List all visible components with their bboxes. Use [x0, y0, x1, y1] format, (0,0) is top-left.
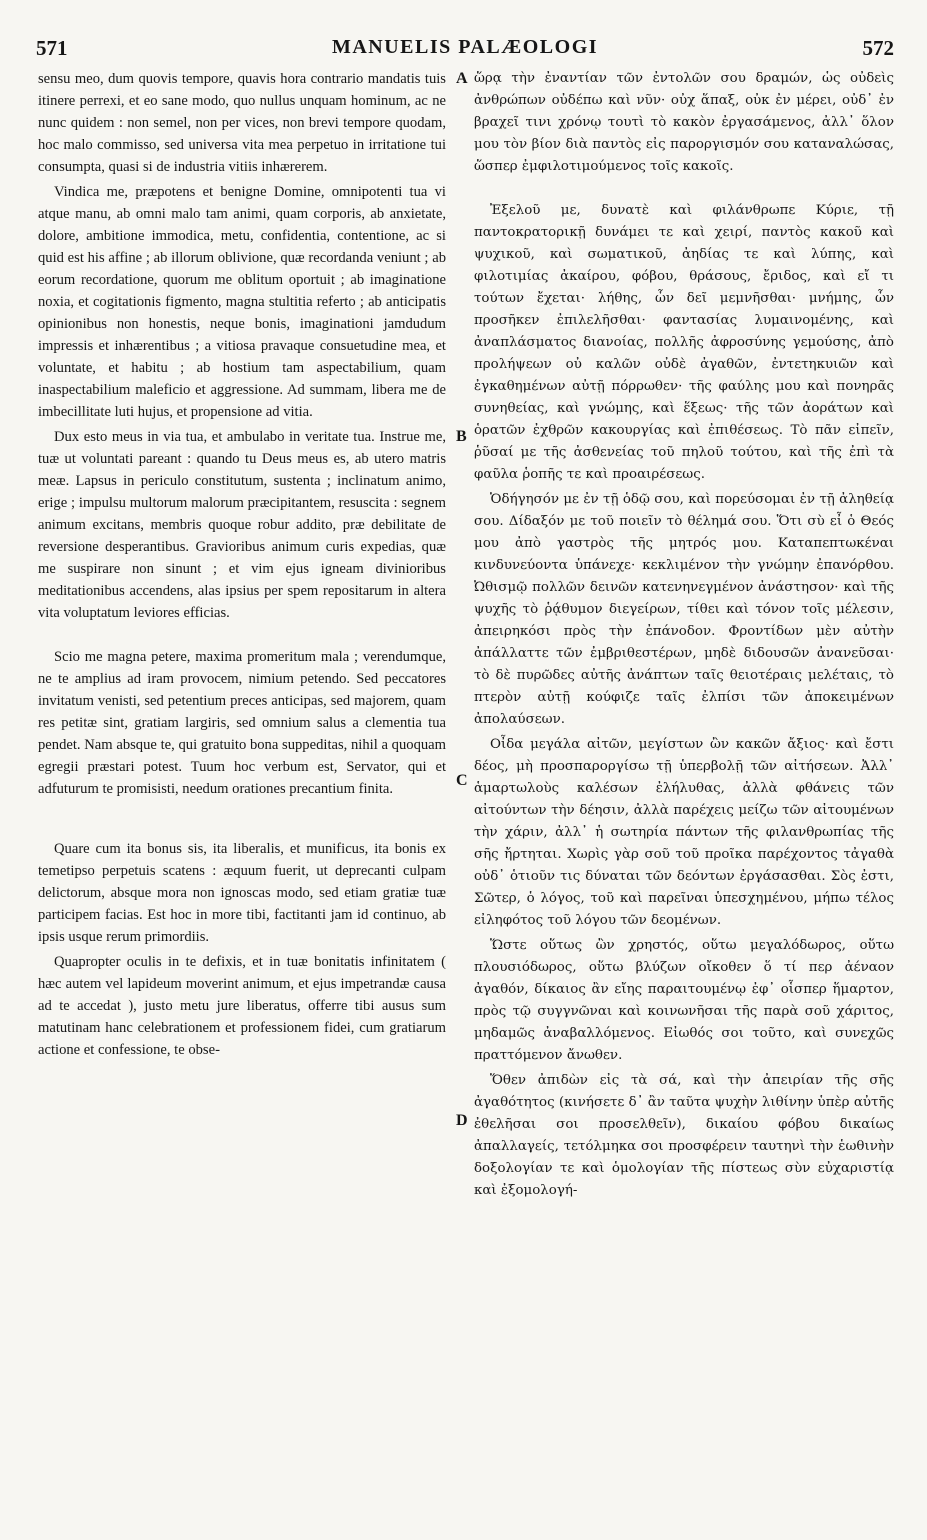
margin-letter-b: B	[456, 428, 467, 445]
page-header	[36, 36, 894, 64]
greek-paragraph: Ὥστε οὕτως ὢν χρηστός, οὕτω μεγαλόδωρος, οὕτω πλουσιόδωρος, οὕτω βλύζων οἴκοθεν ὅ τί περ ἀέναον ἀγαθόν, δίκαιος ἂν εἴης παραιτουμένῳ ἐφ᾽ οἷσπερ ἥμαρτον, πρὸς τῷ συγγνῶναι καὶ κοινωνῆσαι τῆς παρὰ σοῦ χάριτος, μηδαμῶς ἀναβαλλόμενος. Εἰωθός σοι τοῦτο, καὶ συνεχῶς πραττόμενον ἄνωθεν.	[474, 938, 894, 1063]
latin-paragraph: Scio me magna petere, maxima promeritum mala ; verendumque, ne te amplius ad iram provocem, nimium petendo. Sed peccatores invitatum venisti, sed petentium preces anticipas, sed majorem, quam res petitæ sint, gratiam largiris, sed omnium salus a clementia tua pendet. Nam absque te, qui gratuito bona suppeditas, nihil a quoquam egregii præstari potest. Tuum hoc verbum est, Servator, qui et adfuturum te promisisti, needum orationes precantium finita.	[38, 649, 446, 797]
latin-paragraph: sensu meo, dum quovis tempore, quavis hora contrario mandatis tuis itinere perrexi, et eo sane modo, quo nullus unquam hominum, ac ne nunc quidem : non semel, non per vices, non brevi tempore quodam, hoc malo commisso, sed universa vita mea perpetuo in irritatione tui consumpta, quasi si de industria vitiis inhærerem.	[38, 71, 446, 175]
greek-paragraph: ὥρᾳ τὴν ἐναντίαν τῶν ἐντολῶν σου δραμών, ὡς οὐδεὶς ἀνθρώπων οὐδέπω καὶ νῦν· οὐχ ἅπαξ, οὐκ ἐν μέρει, οὐδ᾽ ἐν βραχεῖ τινι χρόνῳ τουτὶ τὸ κακὸν ἐργασάμενος, ἀλλ᾽ ὅλον μου τὸν βίον διὰ παντὸς εἰς παροργισμόν σου καταναλώσας, ὥσπερ ἐμφιλοτιμούμενος τοῖς κακοῖς.	[474, 71, 894, 174]
latin-paragraph: Dux esto meus in via tua, et ambulabo in veritate tua. Instrue me, tuæ ut voluntati pareant : quando tu Deus meus es, ab utero matris meæ. Lapsus in periculo constitutum, sustenta ; inclinatum animo, erige ; impulsu multorum malorum præcipitantem, resuscita : segnem animum excitans, membris quoque robur addito, præ debilitate de reversione desperantibus. Gravioribus animum curis expedias, quæ me suspirare non sinunt ; et vim ejus igneam divinioribus meditationibus accendens, alas ipsius per spem repositarum in altera vita voluptatum leviores efficias.	[38, 429, 446, 621]
margin-letter-a: A	[456, 70, 468, 87]
margin-letter-c: C	[456, 772, 468, 789]
greek-column	[474, 68, 894, 1528]
latin-paragraph: Quare cum ita bonus sis, ita liberalis, et munificus, ita bonis ex temetipso perpetuis scatens : æquum fuerit, ut deprecanti culpam delictorum, absque mora non ignoscas modo, sed etiam gratiæ tuæ participem facias. Est hoc in more tibi, factitanti jam id continuo, ab ipsis usque rerum primordiis.	[38, 841, 446, 945]
greek-paragraph: Οἶδα μεγάλα αἰτῶν, μεγίστων ὢν κακῶν ἄξιος· καὶ ἔστι δέος, μὴ προσπαροργίσω τῇ ὑπερβολῇ τῶν αἰτήσεων. Ἀλλ᾽ ἁμαρτωλοὺς καλέσων ἐλήλυθας, ἀλλὰ φθάνεις τῶν αἰτούντων τὴν δέησιν, ἀλλὰ παρέχεις μείζω τῶν αἰτουμένων τὴν χάριν, ἀλλ᾽ ἡ σωτηρία πάντων τῆς φιλανθρωπίας τῆς σῆς ἤρτηται. Χωρὶς γὰρ σοῦ τοῦ προῖκα παρέχοντος τἀγαθὰ οὐδ᾽ ὁτιοῦν τις δύναται τῶν δεόντων ἐργάσασθαι. Σὸς ἐστι, Σῶτερ, ὁ λόγος, τοῦ καὶ παρεῖναι ὑπεσχημένου, μήπω τέλος εἰληφότος τοῦ λόγου τῶν δεομένων.	[474, 737, 894, 928]
greek-paragraph: Ὅθεν ἀπιδὼν εἰς τὰ σά, καὶ τὴν ἀπειρίαν τῆς σῆς ἀγαθότητος (κινήσετε δ᾽ ἂν ταῦτα ψυχὴν λιθίνην ὑπὲρ αὐτῆς ἐθελῆσαι σοι προσελθεῖν), δικαίου φόβου δικαίως ἀπαλλαγείς, τετόλμηκα σοι προσφέρειν ταυτηνὶ τὴν ἑωθινὴν δοξολογίαν τε καὶ ὁμολογίαν τῆς πίστεως σὺν εὐχαριστίᾳ καὶ ἐξομολογή-	[474, 1073, 894, 1198]
greek-paragraph: Ἐξελοῦ με, δυνατὲ καὶ φιλάνθρωπε Κύριε, τῇ παντοκρατορικῇ δυνάμει τε καὶ χειρί, παντὸς κακοῦ καὶ ψυχικοῦ, καὶ σωματικοῦ, ἀηδίας τε καὶ λύπης, καὶ φιλοτιμίας ἀκαίρου, φόβου, θράσους, ἔριδος, καὶ εἴ τι τούτων ἔχεται· λήθης, ὧν δεῖ μεμνῆσθαι· μνήμης, ὧν προσῆκεν ἐπιλελῆσθαι· φαντασίας λυμαινομένης, καὶ ἀναπλάσματος διανοίας, πολλῆς ἀφροσύνης γεμούσης, ἀπὸ προλήψεων οὐ καλῶν οὐδὲ ἀγαθῶν, ἐντετηκυιῶν καὶ ἐγκαθημένων αὐτῇ πόρρωθεν· τῆς φαύλης μου καὶ πονηρᾶς συνηθείας, καὶ γνώμης, καὶ ἕξεως· τῆς τῶν ἀοράτων καὶ ὁρατῶν ἐχθρῶν κακουργίας καὶ ἐπιθέσεως. Τὸ πᾶν εἰπεῖν, ῥῦσαί με τῆς ἀσθενείας τοῦ πηλοῦ τούτου, καὶ τῆς ἐπὶ τὰ φαῦλα ῥοπῆς τε καὶ προαιρέσεως.	[474, 203, 894, 482]
right-page-number: 572	[862, 36, 894, 60]
latin-column	[38, 68, 446, 1528]
left-page-number: 571	[36, 36, 68, 60]
latin-paragraph: Vindica me, præpotens et benigne Domine, omnipotenti tua vi atque manu, ab omni malo tam animi, quam corporis, ab anxietate, dolore, ambitione immodica, metu, confidentia, contentione, ac si quid est his affine ; ab illorum oblivione, quæ recordanda veniunt ; ab eorum recordatione, quorum me oblitum oportuit ; ab imaginatione noxia, et cogitationis figmento, magna stultitia referto ; ab anticipatis opinionibus non honestis, neque bonis, imaginationi jamdudum impressis et inhærentibus ; a vitiosa pravaque consuetudine mea, et voluntate, et habitu ; ab hostium tam aspectabilium, quam inaspectabilium maleficio et aggressione. Ad summam, libera me de imbecillitate luti hujus, et propensione ad vitia.	[38, 184, 446, 420]
latin-paragraph: Quapropter oculis in te defixis, et in tuæ bonitatis infinitatem ( hæc autem vel lapideum moverint animum, et ejus impetrandæ causa ad te accedat ), justo metu jure liberatus, offerre tibi ausus sum matutinam hanc celebrationem et professionem fidei, cum gratiarum actione et confessione, te obse-	[38, 954, 446, 1058]
running-title: MANUELIS PALÆOLOGI	[331, 36, 599, 58]
margin-letter-d: D	[456, 1112, 468, 1129]
greek-paragraph: Ὁδήγησόν με ἐν τῇ ὁδῷ σου, καὶ πορεύσομαι ἐν τῇ ἀληθείᾳ σου. Δίδαξόν με τοῦ ποιεῖν τὸ θέλημά σου. Ὅτι σὺ εἶ ὁ Θεός μου ἀπὸ γαστρὸς τῆς μητρός μου. Καταπεπτωκέναι κινδυνεύοντα ὑπάνεχε· κεκλιμένον τὴν γνώμην ἐπανόρθου. Ὠθισμῷ πολλῶν δεινῶν κατενηνεγμένον ἀνάστησον· καὶ τῆς ψυχῆς τὸ ῥᾴθυμον διεγείρων, τίθει καὶ τόνον τοῖς μέλεσιν, ἀπειρηκόσι πρὸς τὴν ἐπάνοδον. Φροντίδων μὲν αὐτὴν ἀπάλλαττε τῶν ἐμβριθεστέρων, μηδὲ διδουσῶν ἀνανεῦσαι· τὸ δὲ πυρῶδες αὐτῆς ἀνάπτων ταῖς θειοτέραις μελέταις, τὸ πτερὸν αὐτῇ κούφιζε ταῖς ἐλπίσι τῶν ἀποκειμένων ἀπολαύσεων.	[474, 492, 894, 727]
